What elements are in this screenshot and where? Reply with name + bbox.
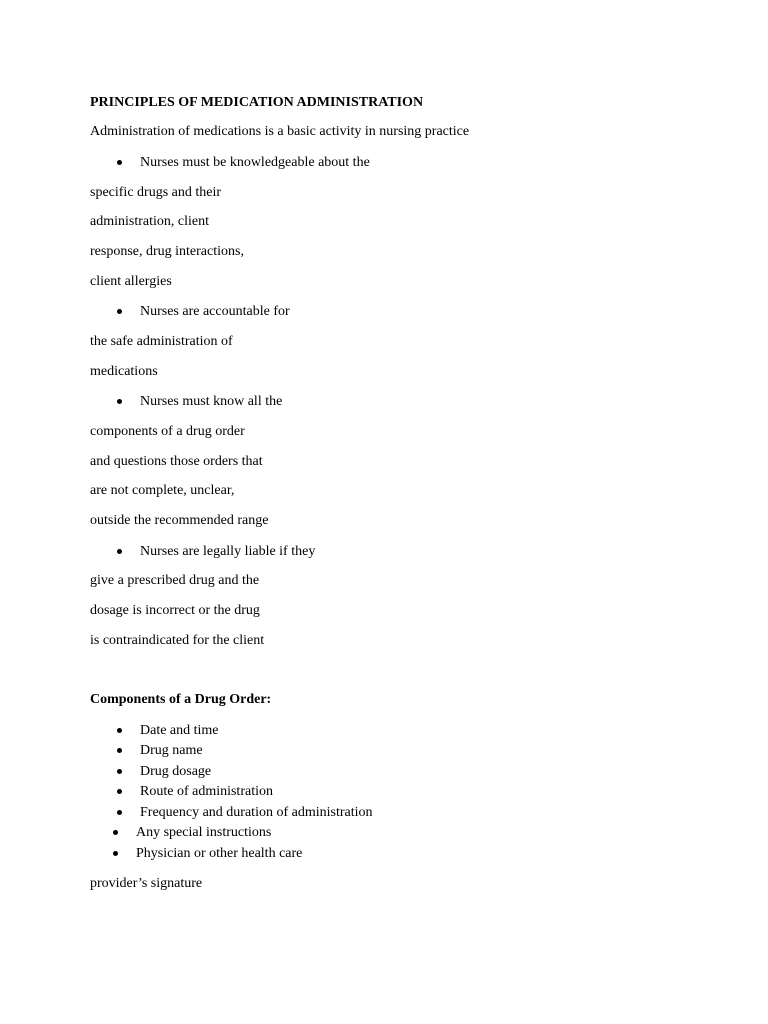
bullet-dot-icon xyxy=(113,830,118,835)
principle-2-line-2: medications xyxy=(90,364,158,379)
bullet-dot-icon xyxy=(117,748,122,753)
bullet-dot-icon xyxy=(117,810,122,815)
principle-1-line-3: response, drug interactions, xyxy=(90,244,244,259)
component-item-7-continuation: provider’s signature xyxy=(90,876,203,891)
components-heading: Components of a Drug Order: xyxy=(90,692,272,707)
component-item-1: Date and time xyxy=(140,723,219,738)
component-item-7: Physician or other health care xyxy=(136,846,303,861)
principle-3-line-2: and questions those orders that xyxy=(90,454,263,469)
principle-1-line-4: client allergies xyxy=(90,274,172,289)
document-title: PRINCIPLES OF MEDICATION ADMINISTRATION xyxy=(90,95,424,110)
principle-bullet-3: Nurses must know all the xyxy=(140,394,283,409)
bullet-dot-icon xyxy=(117,309,122,314)
bullet-dot-icon xyxy=(117,769,122,774)
principle-4-line-1: give a prescribed drug and the xyxy=(90,573,260,588)
principle-2-line-1: the safe administration of xyxy=(90,334,233,349)
bullet-dot-icon xyxy=(117,399,122,404)
principle-3-line-3: are not complete, unclear, xyxy=(90,483,235,498)
principle-4-line-3: is contraindicated for the client xyxy=(90,633,265,648)
principle-1-line-2: administration, client xyxy=(90,214,209,229)
principle-1-line-1: specific drugs and their xyxy=(90,185,222,200)
bullet-dot-icon xyxy=(117,789,122,794)
principle-3-line-1: components of a drug order xyxy=(90,424,245,439)
component-item-5: Frequency and duration of administration xyxy=(140,805,373,820)
bullet-dot-icon xyxy=(117,549,122,554)
bullet-dot-icon xyxy=(117,728,122,733)
principle-bullet-4: Nurses are legally liable if they xyxy=(140,544,316,559)
component-item-6: Any special instructions xyxy=(136,825,272,840)
principle-bullet-2: Nurses are accountable for xyxy=(140,304,290,319)
bullet-dot-icon xyxy=(113,851,118,856)
principle-bullet-1: Nurses must be knowledgeable about the xyxy=(140,155,370,170)
bullet-dot-icon xyxy=(117,160,122,165)
component-item-3: Drug dosage xyxy=(140,764,212,779)
principle-3-line-4: outside the recommended range xyxy=(90,513,269,528)
component-item-4: Route of administration xyxy=(140,784,273,799)
component-item-2: Drug name xyxy=(140,743,203,758)
intro-text: Administration of medications is a basic activity in nursing practice xyxy=(90,124,470,139)
principle-4-line-2: dosage is incorrect or the drug xyxy=(90,603,260,618)
